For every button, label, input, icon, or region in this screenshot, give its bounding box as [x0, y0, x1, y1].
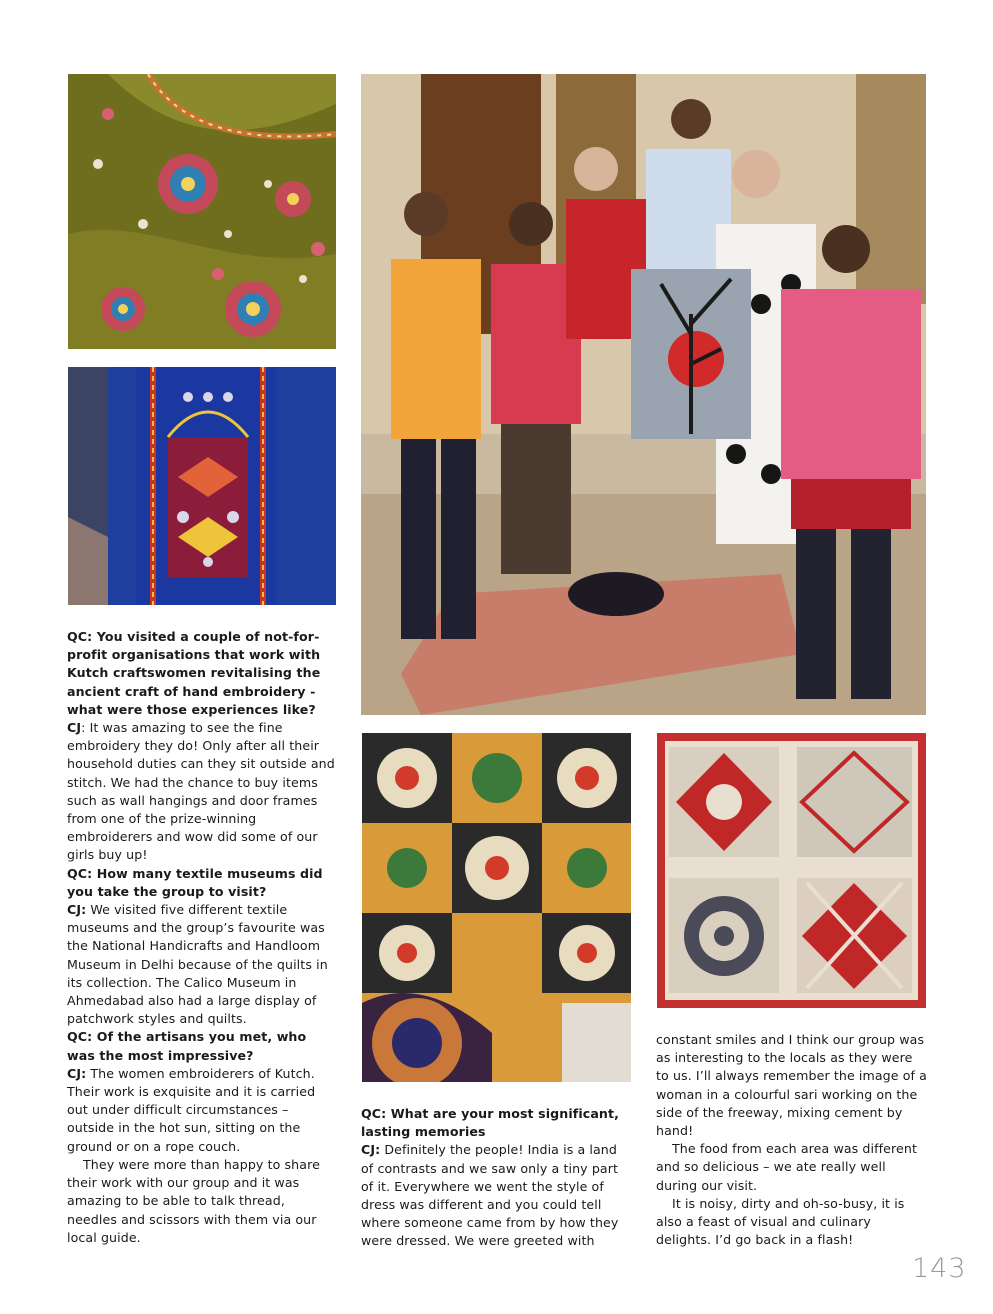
question-1: QC: You visited a couple of not-for-profit organisations that work with Kutch craftswomen revitalising the ancient craft of hand embroidery - what were those experiences like? — [67, 629, 321, 717]
photo-embroidered-silk — [68, 74, 336, 349]
paragraph: constant smiles and I think our group was as interesting to the locals as they were to us. I’ll always remember the image of a woman in a colourful sari working on the side of the freeway, mixing cement by hand! — [656, 1032, 927, 1139]
answer-4 — [361, 1141, 629, 1250]
answer-3 — [67, 1065, 335, 1156]
answer-label: CJ: — [67, 902, 87, 918]
answer-2 — [67, 901, 335, 1028]
question-2: QC: How many textile museums did you take the group to visit? — [67, 865, 323, 899]
answer-1 — [67, 719, 335, 865]
photo-embroidered-blue-garment — [68, 367, 336, 605]
photo-group-with-hanging — [361, 74, 926, 715]
answer-text: We visited five different textile museums and the group’s favourite was the National Handicrafts and Handloom Museum in Delhi because of the quilts in its collection. The Calico Museum in Ahmedabad also had a large display of patchwork styles and quilts. — [67, 902, 328, 1027]
paragraph: They were more than happy to share their work with our group and it was amazing to be able to talk thread, needles and scissors with them via our local guide. — [67, 1156, 320, 1245]
answer-label: CJ — [67, 720, 82, 736]
answer-text: : It was amazing to see the fine embroidery they do! Only after all their household duties can they sit outside and stitch. We had the chance to buy items such as wall hangings and door frames from one of the prize-winning embroiderers and wow did some of our girls buy up! — [67, 720, 335, 863]
answer-label: CJ: — [67, 1065, 87, 1081]
question-3: QC: Of the artisans you met, who was the most impressive? — [67, 1029, 307, 1063]
photo-patchwork-hanging — [362, 733, 631, 1082]
paragraph: It is noisy, dirty and oh-so-busy, it is also a feast of visual and culinary delights. I’d go back in a flash! — [656, 1195, 905, 1248]
page-number: 143 — [912, 1253, 967, 1284]
article-column-3 — [656, 1031, 928, 1249]
question-4: QC: What are your most significant, lasting memories — [361, 1106, 620, 1140]
photo-quilt-display — [657, 733, 926, 1008]
article-column-2 — [361, 1105, 629, 1251]
answer-label: CJ: — [361, 1142, 381, 1158]
article-column-1 — [67, 628, 335, 1247]
paragraph: The food from each area was different and so delicious – we ate really well during our visit. — [656, 1141, 917, 1193]
answer-text: Definitely the people! India is a land of contrasts and we saw only a tiny part of it. Everywhere we went the style of dress was different and you could tell where someone came from by how they were dressed. We were greeted with — [361, 1142, 619, 1249]
answer-text: The women embroiderers of Kutch. Their work is exquisite and it is carried out under difficult circumstances – outside in the hot sun, sitting on the ground or on a rope couch. — [67, 1065, 316, 1154]
